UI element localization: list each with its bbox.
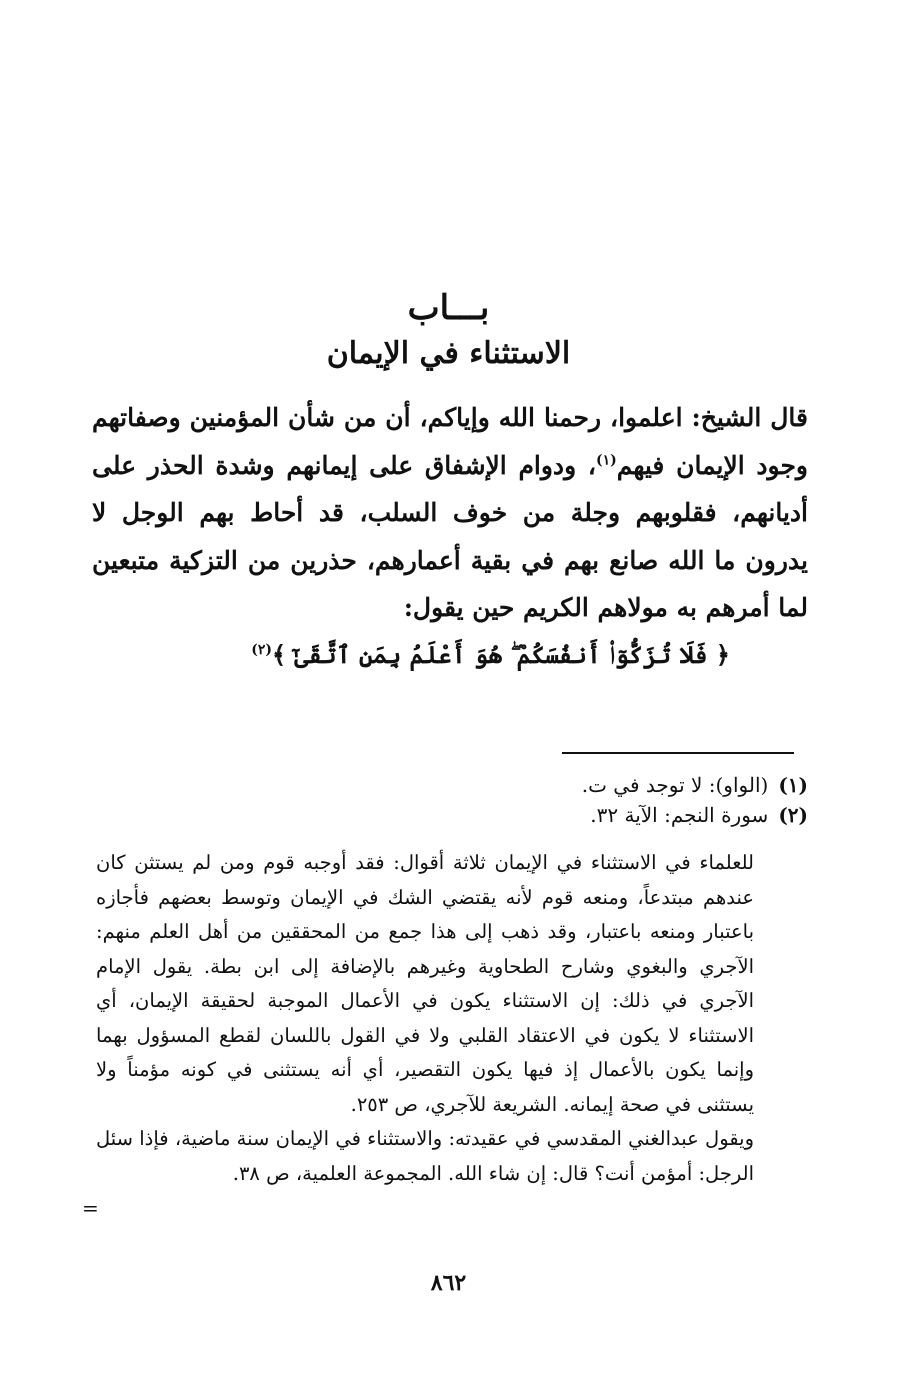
body-text-part2: ، ودوام الإشفاق على إيمانهم وشدة الحذر على أديانهم، فقلوبهم وجلة من خوف السلب، قد أحاط بهم الوجل لا يدرون ما الله صانع بهم في بقية أعمارهم، حذرين من التزكية متبعين لما أمرهم به مولاهم الكريم حين يقول:: [92, 450, 808, 622]
commentary-paragraph-1: للعلماء في الاستثناء في الإيمان ثلاثة أقوال: فقد أوجبه قوم ومن لم يستثن كان عندهم مبتدعاً، ومنعه قوم لأنه يقتضي الشك في الإيمان وتوسط بعضهم فأجازه باعتبار ومنعه باعتبار، وقد ذهب إلى هذا جمع من المحققين من أهل العلم منهم: الآجري والبغوي وشارح الطحاوية وغيرهم بالإضافة إلى ابن بطة. يقول الإمام الآجري في ذلك: إن الاستثناء يكون في الأعمال الموجبة لحقيقة الإيمان، أي الاستثناء لا يكون في الاعتقاد القلبي ولا في القول باللسان لقطع المسؤول بهما وإنما يكون بالأعمال إذ فيها يكون التقصير، أي أنه يستثنى في كونه مؤمناً ولا يستثنى في صحة إيمانه. الشريعة للآجري، ص ٢٥٣.: [96, 851, 754, 1116]
commentary-paragraph-2: ويقول عبدالغني المقدسي في عقيدته: والاستثناء في الإيمان سنة ماضية، فإذا سئل الرجل: أمؤمن أنت؟ قال: إن شاء الله. المجموعة العلمية، ص ٣٨.: [96, 1127, 754, 1185]
footnote-ref-1: (١): [595, 452, 617, 469]
quran-verse-text: ﴿ فَلَا تُزَكُّوٓا۟ أَنفُسَكُمْ ۖ هُوَ أَعْلَمُ بِمَنِ ٱتَّقَىٰٓ ﴾: [271, 640, 730, 669]
chapter-title: الاستثناء في الإيمان: [326, 336, 571, 371]
footnotes: [92, 770, 808, 830]
quran-verse: [250, 640, 730, 669]
page-number: ٨٦٢: [430, 1270, 467, 1296]
chapter-heading-word: بـــاب: [407, 288, 490, 328]
footnote-text: (الواو): لا توجد في ت.: [581, 773, 769, 797]
footnote-item: [92, 800, 808, 830]
footnote-item: [92, 770, 808, 800]
footnote-number: (١): [778, 773, 808, 797]
footnote-commentary: [96, 846, 754, 1191]
footnote-ref-2: (٢): [251, 642, 272, 658]
body-text-part1: قال الشيخ: اعلموا، رحمنا الله وإياكم، أن من شأن المؤمنين وصفاتهم وجود الإيمان فيهم: [92, 403, 808, 480]
footnote-separator: [562, 752, 794, 754]
main-paragraph: [92, 394, 808, 632]
continuation-mark: =: [82, 1196, 99, 1220]
footnote-text: سورة النجم: الآية ٣٢.: [590, 803, 769, 827]
main-body-text: [92, 394, 808, 632]
footnote-number: (٢): [778, 803, 808, 827]
